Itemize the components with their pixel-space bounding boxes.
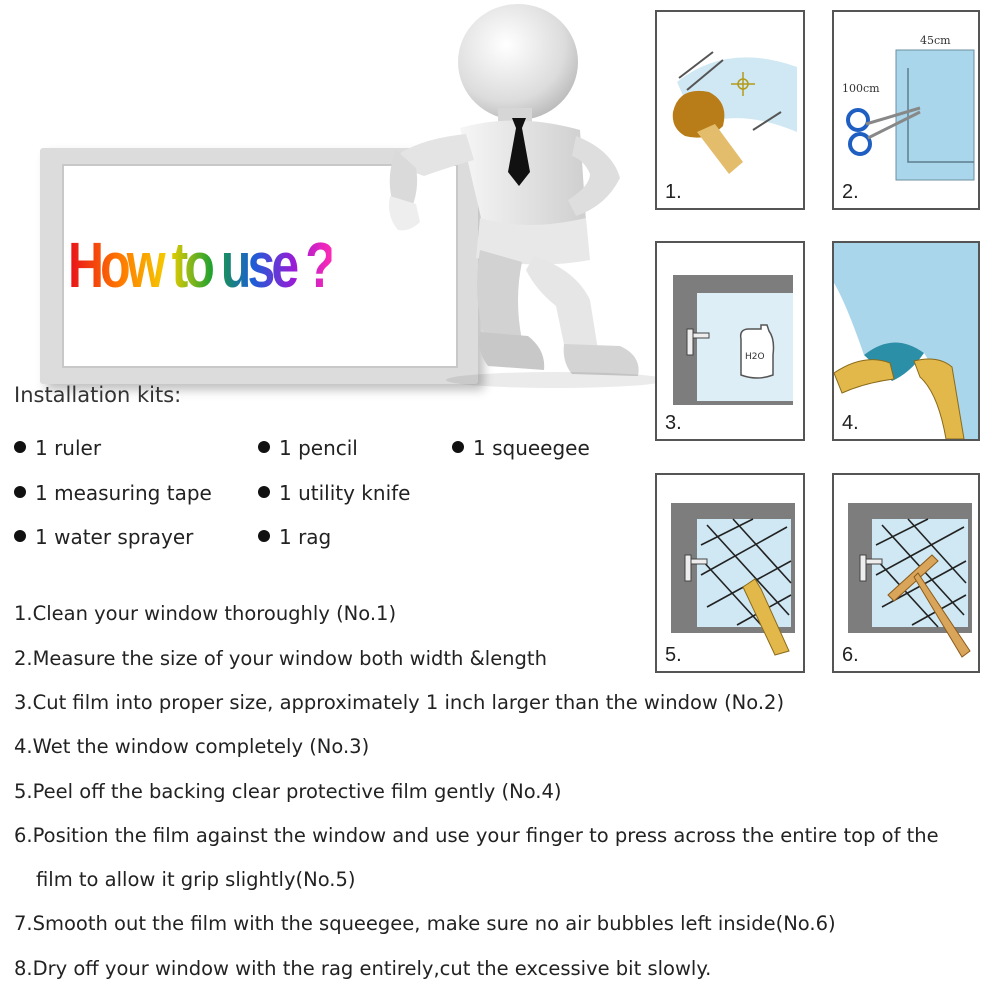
bullet-icon [14,530,26,542]
squeegee-icon [834,475,978,671]
step-text: 6.Position the film against the window and use your finger to press across the entire top of the [14,824,939,847]
panel-number: 3. [665,412,682,434]
kit-item: 1 rag [258,525,331,549]
kit-item: 1 utility knife [258,481,410,505]
peel-film-icon [834,243,978,439]
panel-number: 5. [665,644,682,666]
step-text: 5.Peel off the backing clear protective film gently (No.4) [14,780,562,803]
kit-item: 1 pencil [258,436,358,460]
svg-text:H2O: H2O [745,352,765,362]
kit-item: 1 squeegee [452,436,590,460]
position-film-icon [657,475,803,671]
step-text: 1.Clean your window thoroughly (No.1) [14,602,397,625]
kits-heading: Installation kits: [14,383,182,407]
panel-number: 4. [842,412,859,434]
step-text: 3.Cut film into proper size, approximately 1 inch larger than the window (No.2) [14,691,785,714]
panel-number: 2. [842,181,859,203]
svg-text:100cm: 100cm [842,82,880,95]
svg-text:45cm: 45cm [920,34,951,47]
panel-step-5 [655,473,805,673]
bullet-icon [258,486,270,498]
panel-step-4 [832,241,980,441]
panel-step-3 [655,241,805,441]
cutting-scissors-icon [834,12,978,208]
panel-step-6 [832,473,980,673]
cleaning-rag-icon [657,12,803,208]
bullet-icon [258,530,270,542]
panel-step-1 [655,10,805,210]
step-text: 8.Dry off your window with the rag entirely,cut the excessive bit slowly. [14,957,712,980]
spray-window-icon [657,243,803,439]
panel-number: 1. [665,181,682,203]
step-text: 7.Smooth out the film with the squeegee, make sure no air bubbles left inside(No.6) [14,912,836,935]
kit-item: 1 water sprayer [14,525,193,549]
bullet-icon [258,441,270,453]
panel-step-2 [832,10,980,210]
step-text: 4.Wet the window completely (No.3) [14,735,370,758]
bullet-icon [452,441,464,453]
step-text-continued: film to allow it grip slightly(No.5) [36,868,356,891]
page-title: How to use ? [68,229,332,301]
kit-item: 1 ruler [14,436,101,460]
bullet-icon [14,441,26,453]
bullet-icon [14,486,26,498]
kit-item: 1 measuring tape [14,481,212,505]
mascot-figure-icon [376,0,676,390]
step-text: 2.Measure the size of your window both width &length [14,647,547,670]
panel-number: 6. [842,644,859,666]
